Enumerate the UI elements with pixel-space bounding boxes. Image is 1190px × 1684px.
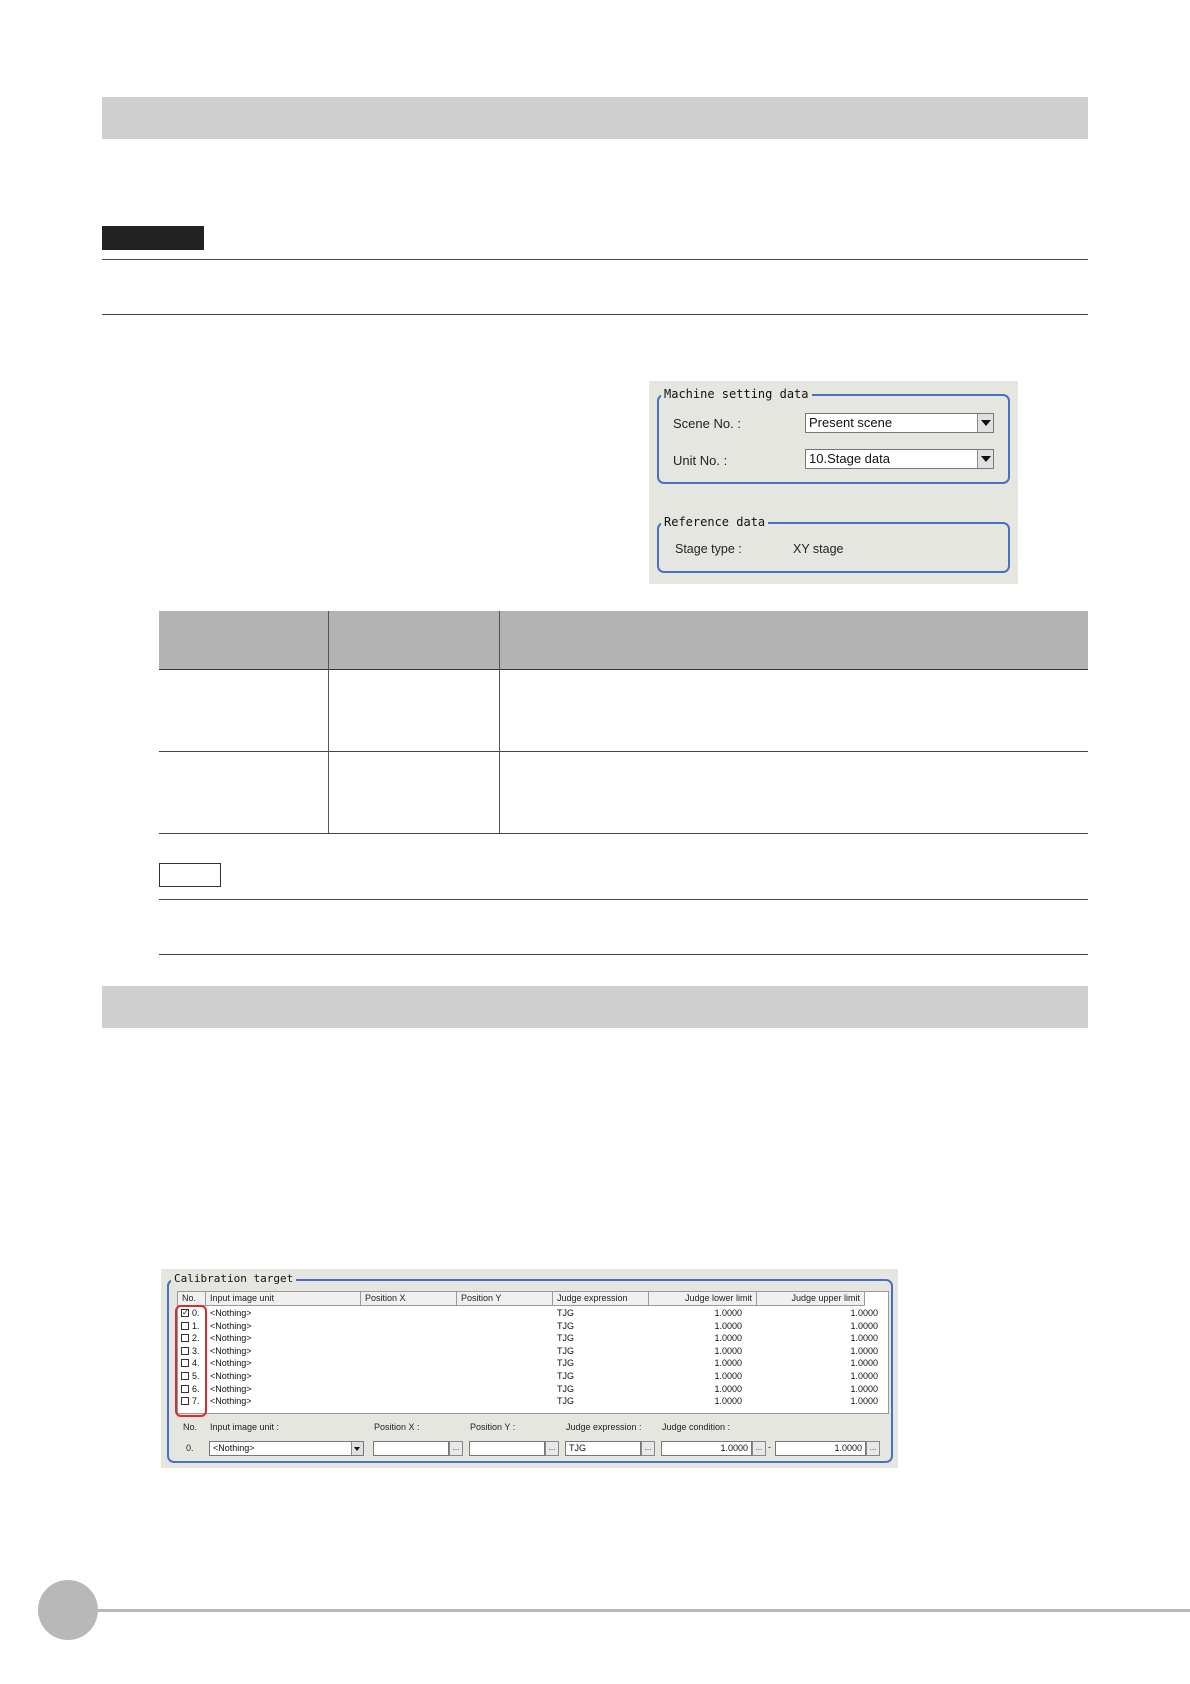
editor-posy-label: Position Y : bbox=[470, 1422, 516, 1432]
judge-expression-value: TJG bbox=[569, 1443, 586, 1453]
row-judge-upper-limit: 1.0000 bbox=[850, 1383, 878, 1394]
row-input-image-unit: <Nothing> bbox=[210, 1371, 252, 1381]
row-no: 7. bbox=[192, 1396, 200, 1407]
note-label bbox=[159, 863, 221, 887]
chevron-down-icon[interactable] bbox=[977, 414, 993, 432]
row-judge-lower-limit: 1.0000 bbox=[714, 1371, 742, 1381]
row-input-image-unit: <Nothing> bbox=[210, 1396, 252, 1407]
row-checkbox[interactable]: ✓ bbox=[182, 1308, 189, 1317]
machine-setting-title: Machine setting data bbox=[661, 386, 812, 402]
table-row[interactable] bbox=[178, 1345, 889, 1358]
row-no: 5. bbox=[192, 1371, 200, 1381]
row-judge-upper-limit: 1.0000 bbox=[850, 1308, 878, 1318]
row-input-image-unit: <Nothing> bbox=[210, 1345, 252, 1356]
column-header-input-image-unit[interactable]: Input image unit bbox=[206, 1292, 361, 1306]
row-input-image-unit: <Nothing> bbox=[210, 1320, 252, 1331]
row-judge-expression: TJG bbox=[557, 1345, 574, 1356]
unit-no-label: Unit No. : bbox=[673, 453, 728, 468]
footer-line bbox=[96, 1609, 1190, 1612]
row-judge-expression: TJG bbox=[557, 1396, 574, 1407]
important-label bbox=[102, 226, 204, 250]
table-column-divider-1 bbox=[328, 611, 329, 833]
note-divider-bottom bbox=[102, 314, 1088, 315]
input-image-unit-value: <Nothing> bbox=[213, 1443, 255, 1453]
row-judge-expression: TJG bbox=[557, 1358, 574, 1369]
stage-type-value: XY stage bbox=[793, 542, 844, 556]
machine-setting-panel bbox=[649, 381, 1018, 584]
checkbox-highlight-frame bbox=[175, 1305, 207, 1417]
judge-expression-browse-button[interactable]: ... bbox=[641, 1441, 655, 1456]
row-no: 6. bbox=[192, 1383, 200, 1394]
row-judge-lower-limit: 1.0000 bbox=[714, 1383, 742, 1394]
scene-no-label: Scene No. : bbox=[673, 416, 741, 431]
table-row-rule-1 bbox=[159, 751, 1088, 752]
row-judge-expression: TJG bbox=[557, 1333, 574, 1344]
position-x-browse-button[interactable]: ... bbox=[449, 1441, 463, 1456]
table-row[interactable] bbox=[178, 1357, 889, 1370]
note2-divider-bottom bbox=[159, 954, 1088, 955]
table-row[interactable] bbox=[178, 1383, 889, 1396]
row-no: 1. bbox=[192, 1320, 200, 1331]
row-judge-upper-limit: 1.0000 bbox=[850, 1358, 878, 1369]
row-judge-lower-limit: 1.0000 bbox=[714, 1345, 742, 1356]
table-row-rule-2 bbox=[159, 833, 1088, 834]
row-judge-lower-limit: 1.0000 bbox=[714, 1396, 742, 1407]
table-row[interactable] bbox=[178, 1320, 889, 1333]
table-column-divider-2 bbox=[499, 611, 500, 833]
row-judge-upper-limit: 1.0000 bbox=[850, 1371, 878, 1381]
editor-expr-label: Judge expression : bbox=[566, 1422, 642, 1432]
table-row[interactable] bbox=[178, 1370, 889, 1383]
row-judge-expression: TJG bbox=[557, 1371, 574, 1381]
row-judge-expression: TJG bbox=[557, 1383, 574, 1394]
parameter-table-header bbox=[159, 611, 1088, 669]
row-no: 2. bbox=[192, 1333, 200, 1344]
column-header-position-x[interactable]: Position X bbox=[361, 1292, 457, 1306]
editor-no-label: No. bbox=[183, 1422, 198, 1432]
table-row[interactable] bbox=[178, 1332, 889, 1345]
judge-upper-field[interactable] bbox=[775, 1441, 866, 1456]
column-header-judge-upper-limit[interactable]: Judge upper limit bbox=[757, 1292, 865, 1306]
row-judge-expression: TJG bbox=[557, 1308, 574, 1318]
editor-cond-label: Judge condition : bbox=[662, 1422, 731, 1432]
table-row[interactable] bbox=[178, 1395, 889, 1408]
calibration-list[interactable] bbox=[177, 1291, 889, 1414]
calibration-target-title: Calibration target bbox=[171, 1271, 296, 1287]
chevron-down-icon[interactable] bbox=[351, 1442, 363, 1455]
machine-setting-group bbox=[657, 387, 1010, 484]
row-input-image-unit: <Nothing> bbox=[210, 1383, 252, 1394]
section-header-bar-2 bbox=[102, 986, 1088, 1028]
scene-no-select[interactable] bbox=[805, 413, 994, 433]
row-no: 3. bbox=[192, 1345, 200, 1356]
position-y-browse-button[interactable]: ... bbox=[545, 1441, 559, 1456]
row-judge-lower-limit: 1.0000 bbox=[714, 1333, 742, 1344]
judge-upper-value: 1.0000 bbox=[834, 1443, 862, 1453]
row-judge-upper-limit: 1.0000 bbox=[850, 1345, 878, 1356]
position-y-field[interactable] bbox=[469, 1441, 545, 1456]
judge-lower-field[interactable] bbox=[661, 1441, 752, 1456]
stage-type-label: Stage type : bbox=[675, 542, 742, 556]
page-number-circle bbox=[38, 1580, 98, 1640]
column-header-judge-lower-limit[interactable]: Judge lower limit bbox=[649, 1292, 757, 1306]
scene-no-value: Present scene bbox=[809, 415, 893, 430]
reference-data-title: Reference data bbox=[661, 514, 768, 530]
column-header-no[interactable]: No. bbox=[178, 1292, 206, 1306]
row-input-image-unit: <Nothing> bbox=[210, 1333, 252, 1344]
column-header-position-y[interactable]: Position Y bbox=[457, 1292, 553, 1306]
judge-lower-value: 1.0000 bbox=[720, 1443, 748, 1453]
note2-divider-top bbox=[159, 899, 1088, 900]
row-no: 0. bbox=[192, 1308, 200, 1318]
row-judge-upper-limit: 1.0000 bbox=[850, 1320, 878, 1331]
section-header-bar-1 bbox=[102, 97, 1088, 139]
table-row[interactable] bbox=[178, 1307, 889, 1320]
row-judge-lower-limit: 1.0000 bbox=[714, 1308, 742, 1318]
judge-expression-field[interactable] bbox=[565, 1441, 641, 1456]
column-header-judge-expression[interactable]: Judge expression bbox=[553, 1292, 649, 1306]
row-judge-expression: TJG bbox=[557, 1320, 574, 1331]
unit-no-value: 10.Stage data bbox=[809, 451, 890, 466]
editor-unit-label: Input image unit : bbox=[210, 1422, 280, 1432]
row-judge-lower-limit: 1.0000 bbox=[714, 1320, 742, 1331]
row-judge-upper-limit: 1.0000 bbox=[850, 1396, 878, 1407]
unit-no-select[interactable] bbox=[805, 449, 994, 469]
position-x-field[interactable] bbox=[373, 1441, 449, 1456]
row-no: 4. bbox=[192, 1358, 200, 1369]
table-header-rule bbox=[159, 669, 1088, 670]
judge-lower-browse-button[interactable]: ... bbox=[752, 1441, 766, 1456]
editor-posx-label: Position X : bbox=[374, 1422, 420, 1432]
judge-upper-browse-button[interactable]: ... bbox=[866, 1441, 880, 1456]
calibration-target-panel bbox=[161, 1269, 898, 1468]
row-judge-lower-limit: 1.0000 bbox=[714, 1358, 742, 1369]
row-judge-upper-limit: 1.0000 bbox=[850, 1333, 878, 1344]
row-input-image-unit: <Nothing> bbox=[210, 1358, 252, 1369]
editor-no-value: 0. bbox=[186, 1443, 194, 1453]
reference-data-group bbox=[657, 515, 1010, 573]
chevron-down-icon[interactable] bbox=[977, 450, 993, 468]
note-divider-top bbox=[102, 259, 1088, 260]
row-input-image-unit: <Nothing> bbox=[210, 1308, 252, 1318]
judge-condition-separator: - bbox=[768, 1442, 771, 1452]
input-image-unit-select[interactable] bbox=[209, 1441, 364, 1456]
